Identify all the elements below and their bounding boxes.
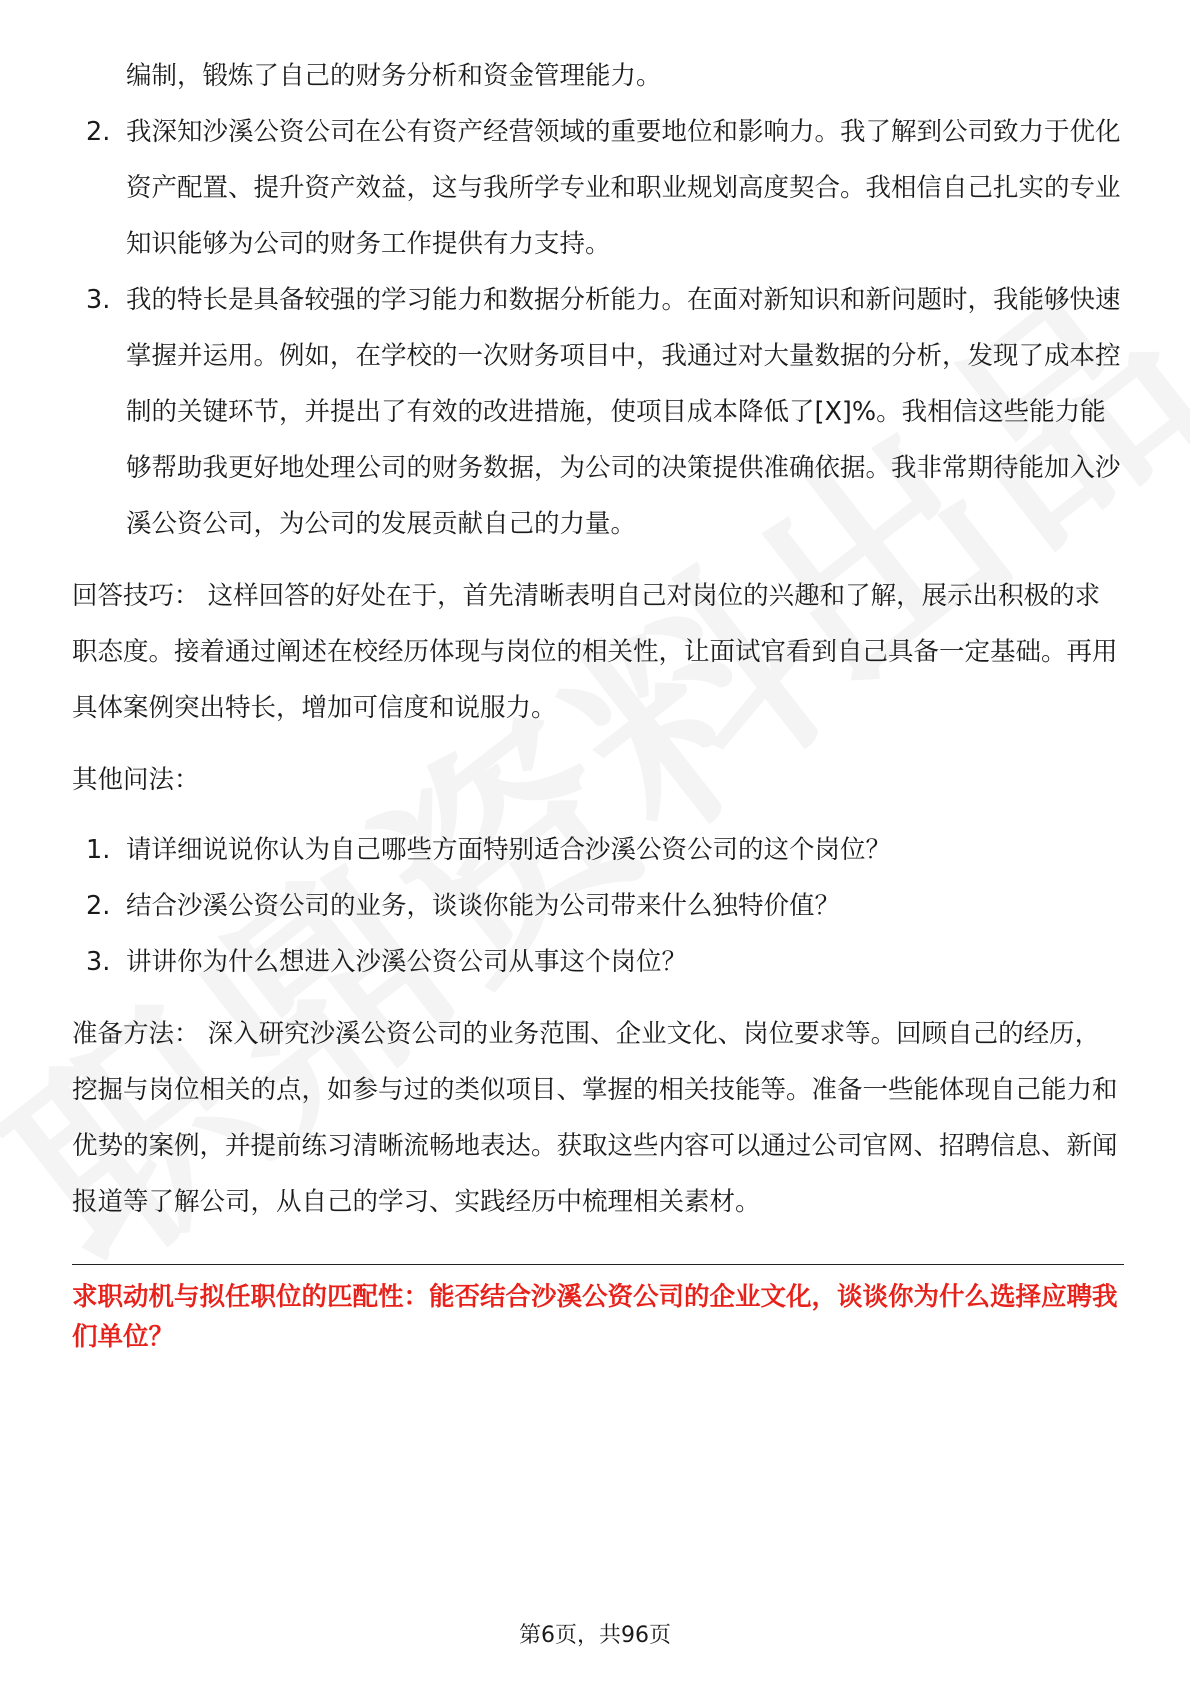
answer-continuation: 编制，锻炼了自己的财务分析和资金管理能力。 (126, 61, 662, 91)
list-number: 2. (86, 891, 111, 921)
section-divider (72, 1264, 1124, 1265)
list-number: 1. (86, 835, 111, 865)
answer-tips: 回答技巧： 这样回答的好处在于，首先清晰表明自己对岗位的兴趣和了解，展示出积极的求职态度。接着通过阐述在校经历体现与岗位的相关性，让面试官看到自己具备一定基础。再用具体案例突出特长，增加可信度和说服力。 (72, 581, 1118, 723)
other-questions-label: 其他问法： (72, 765, 200, 795)
answer-item-text: 我的特长是具备较强的学习能力和数据分析能力。在面对新知识和新问题时，我能够快速掌握并运用。例如，在学校的一次财务项目中，我通过对大量数据的分析，发现了成本控制的关键环节，并提出了有效的改进措施，使项目成本降低了[X]%。我相信这些能力能够帮助我更好地处理公司的财务数据，为公司的决策提供准确依据。我非常期待能加入沙溪公资公司，为公司的发展贡献自己的力量。 (126, 285, 1121, 539)
list-number: 2. (86, 117, 111, 147)
other-question-text: 结合沙溪公资公司的业务，谈谈你能为公司带来什么独特价值？ (126, 891, 841, 921)
other-question-item (72, 878, 1124, 934)
other-question-item (72, 934, 1124, 990)
other-questions-list (72, 822, 1124, 990)
other-question-text: 请详细说说你认为自己哪些方面特别适合沙溪公资公司的这个岗位？ (126, 835, 892, 865)
page-footer: 第6页，共96页 (519, 1623, 671, 1648)
list-number: 3. (86, 285, 111, 315)
document-page (72, 48, 1124, 1357)
answer-item-3 (72, 272, 1124, 552)
other-question-item (72, 822, 1124, 878)
answer-item-2 (72, 104, 1124, 272)
answer-list (72, 104, 1124, 552)
next-question-heading: 求职动机与拟任职位的匹配性：能否结合沙溪公资公司的企业文化，谈谈你为什么选择应聘我们单位？ (72, 1282, 1118, 1352)
answer-item-text: 我深知沙溪公资公司在公有资产经营领域的重要地位和影响力。我了解到公司致力于优化资产配置、提升资产效益，这与我所学专业和职业规划高度契合。我相信自己扎实的专业知识能够为公司的财务工作提供有力支持。 (126, 117, 1121, 259)
list-number: 3. (86, 947, 111, 977)
other-question-text: 讲讲你为什么想进入沙溪公资公司从事这个岗位？ (126, 947, 688, 977)
preparation-method: 准备方法： 深入研究沙溪公资公司的业务范围、企业文化、岗位要求等。回顾自己的经历，挖掘与岗位相关的点，如参与过的类似项目、掌握的相关技能等。准备一些能体现自己能力和优势的案例，并提前练习清晰流畅地表达。获取这些内容可以通过公司官网、招聘信息、新闻报道等了解公司，从自己的学习、实践经历中梳理相关素材。 (72, 1019, 1118, 1217)
